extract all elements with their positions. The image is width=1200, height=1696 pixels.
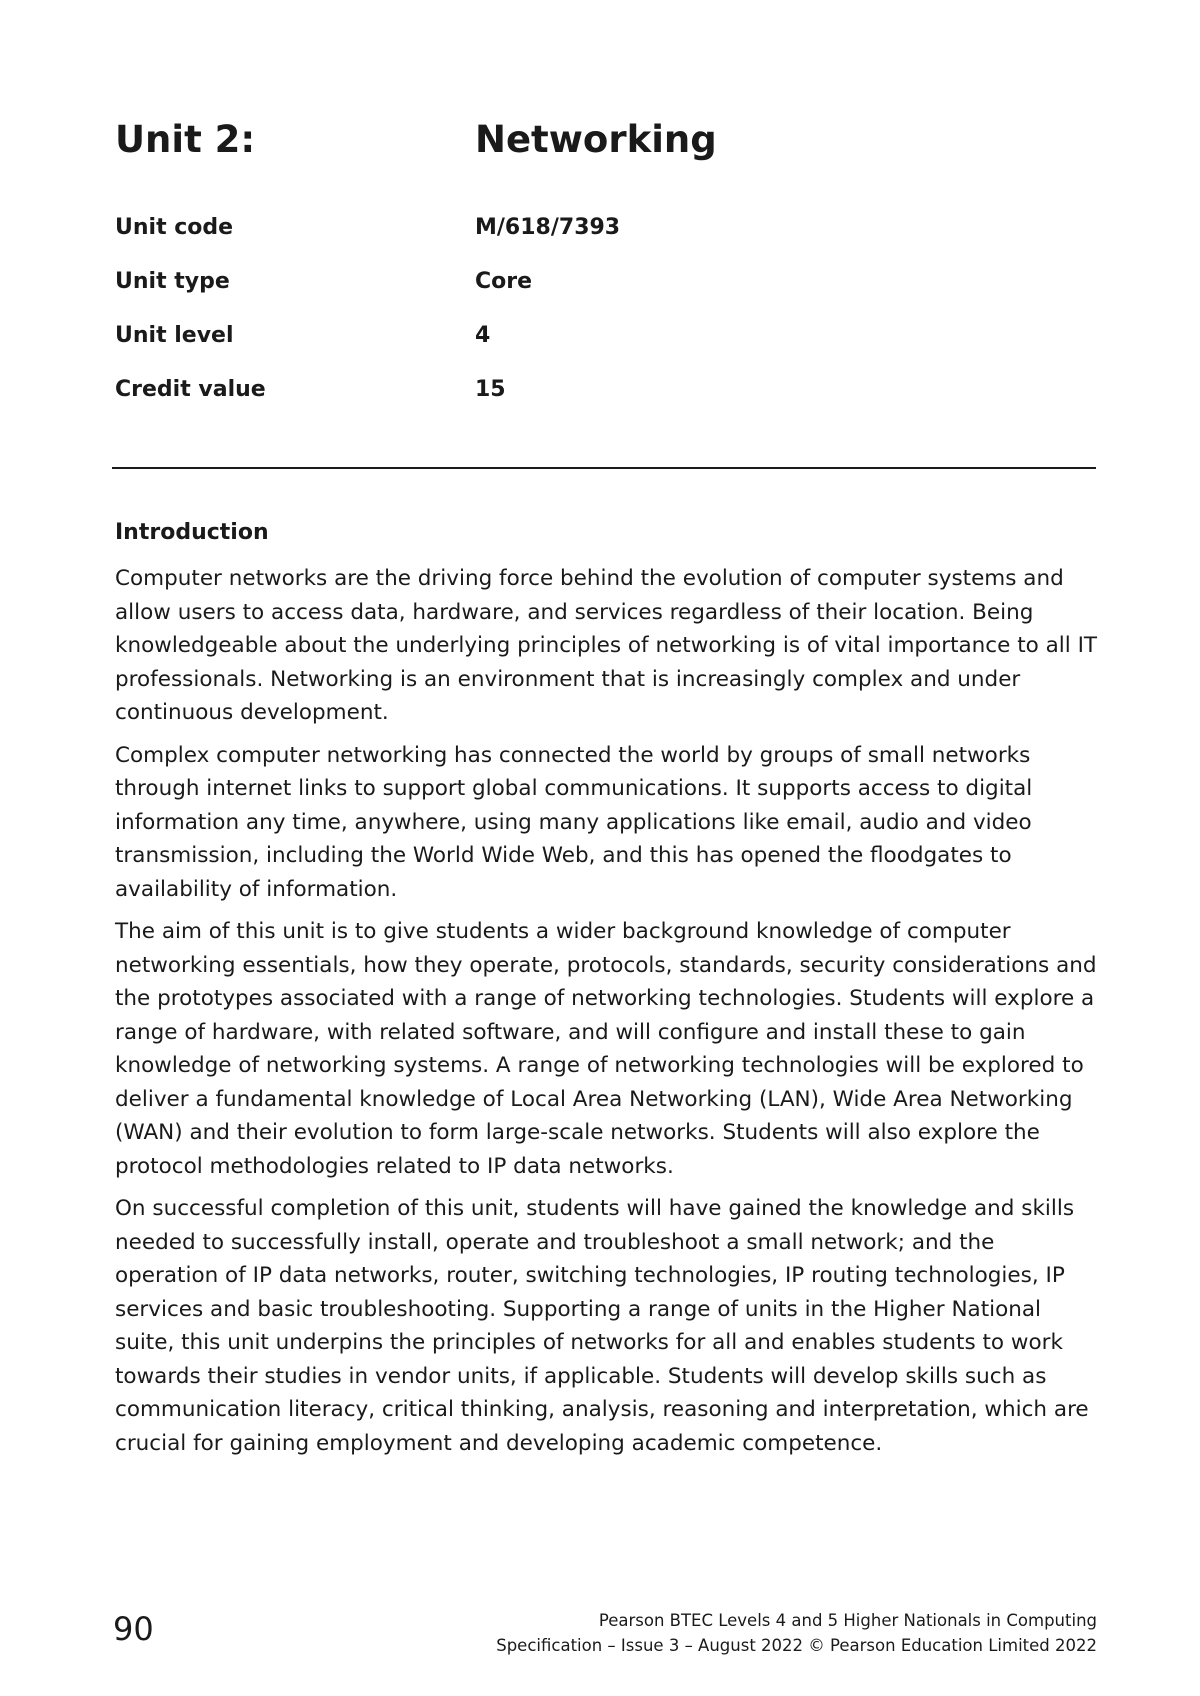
section-divider — [112, 467, 1096, 469]
unit-details-table — [115, 215, 1095, 431]
unit-type-row — [115, 269, 1095, 323]
introduction-paragraph: The aim of this unit is to give students a wider background knowledge of computer networking essentials, how they operate, protocols, standards, security considerations and the prototypes associated with a range of networking technologies. Students will explore a range of hardware, with related software, and will configure and install these to gain knowledge of networking systems. A range of networking technologies will be explored to deliver a fundamental knowledge of Local Area Networking (LAN), Wide Area Networking (WAN) and their evolution to form large-scale networks. Students will also explore the protocol methodologies related to IP data networks. — [115, 919, 1097, 1179]
introduction-paragraph: On successful completion of this unit, students will have gained the knowledge and skills needed to successfully install, operate and troubleshoot a small network; and the operation of IP data networks, router, switching technologies, IP routing technologies, IP services and basic troubleshooting. Supporting a range of units in the Higher National suite, this unit underpins the principles of networks for all and enables students to work towards their studies in vendor units, if applicable. Students will develop skills such as communication literacy, critical thinking, analysis, reasoning and interpretation, which are crucial for gaining employment and developing academic competence. — [115, 1196, 1089, 1456]
footer-publication-info — [496, 1608, 1097, 1658]
credit-value-value: 15 — [475, 377, 506, 402]
unit-number-heading: Unit 2: — [115, 118, 256, 161]
introduction-heading: Introduction — [115, 520, 269, 545]
page-number: 90 — [113, 1610, 154, 1648]
unit-type-value: Core — [475, 269, 533, 294]
credit-value-row — [115, 377, 1095, 431]
footer-line-copyright: Specification – Issue 3 – August 2022 © Pearson Education Limited 2022 — [496, 1636, 1097, 1655]
introduction-paragraph: Computer networks are the driving force behind the evolution of computer systems and allow users to access data, hardware, and services regardless of their location. Being knowledgeable about the underlying principles of networking is of vital importance to all IT professionals. Networking is an environment that is increasingly complex and under continuous development. — [115, 566, 1098, 725]
introduction-paragraph: Complex computer networking has connected the world by groups of small networks through internet links to support global communications. It supports access to digital information any time, anywhere, using many applications like email, audio and video transmission, including the World Wide Web, and this has opened the floodgates to availability of information. — [115, 742, 1033, 902]
unit-name-heading: Networking — [475, 118, 717, 161]
unit-title-row — [115, 118, 1095, 178]
unit-code-value: M/618/7393 — [475, 215, 621, 240]
unit-code-row — [115, 215, 1095, 269]
footer-line-title: Pearson BTEC Levels 4 and 5 Higher Nationals in Computing — [598, 1611, 1097, 1630]
unit-code-label: Unit code — [115, 215, 234, 240]
unit-level-value: 4 — [475, 323, 491, 348]
unit-type-label: Unit type — [115, 269, 230, 294]
unit-level-label: Unit level — [115, 323, 234, 348]
introduction-section — [115, 520, 1100, 1469]
credit-value-label: Credit value — [115, 377, 266, 402]
unit-level-row — [115, 323, 1095, 377]
